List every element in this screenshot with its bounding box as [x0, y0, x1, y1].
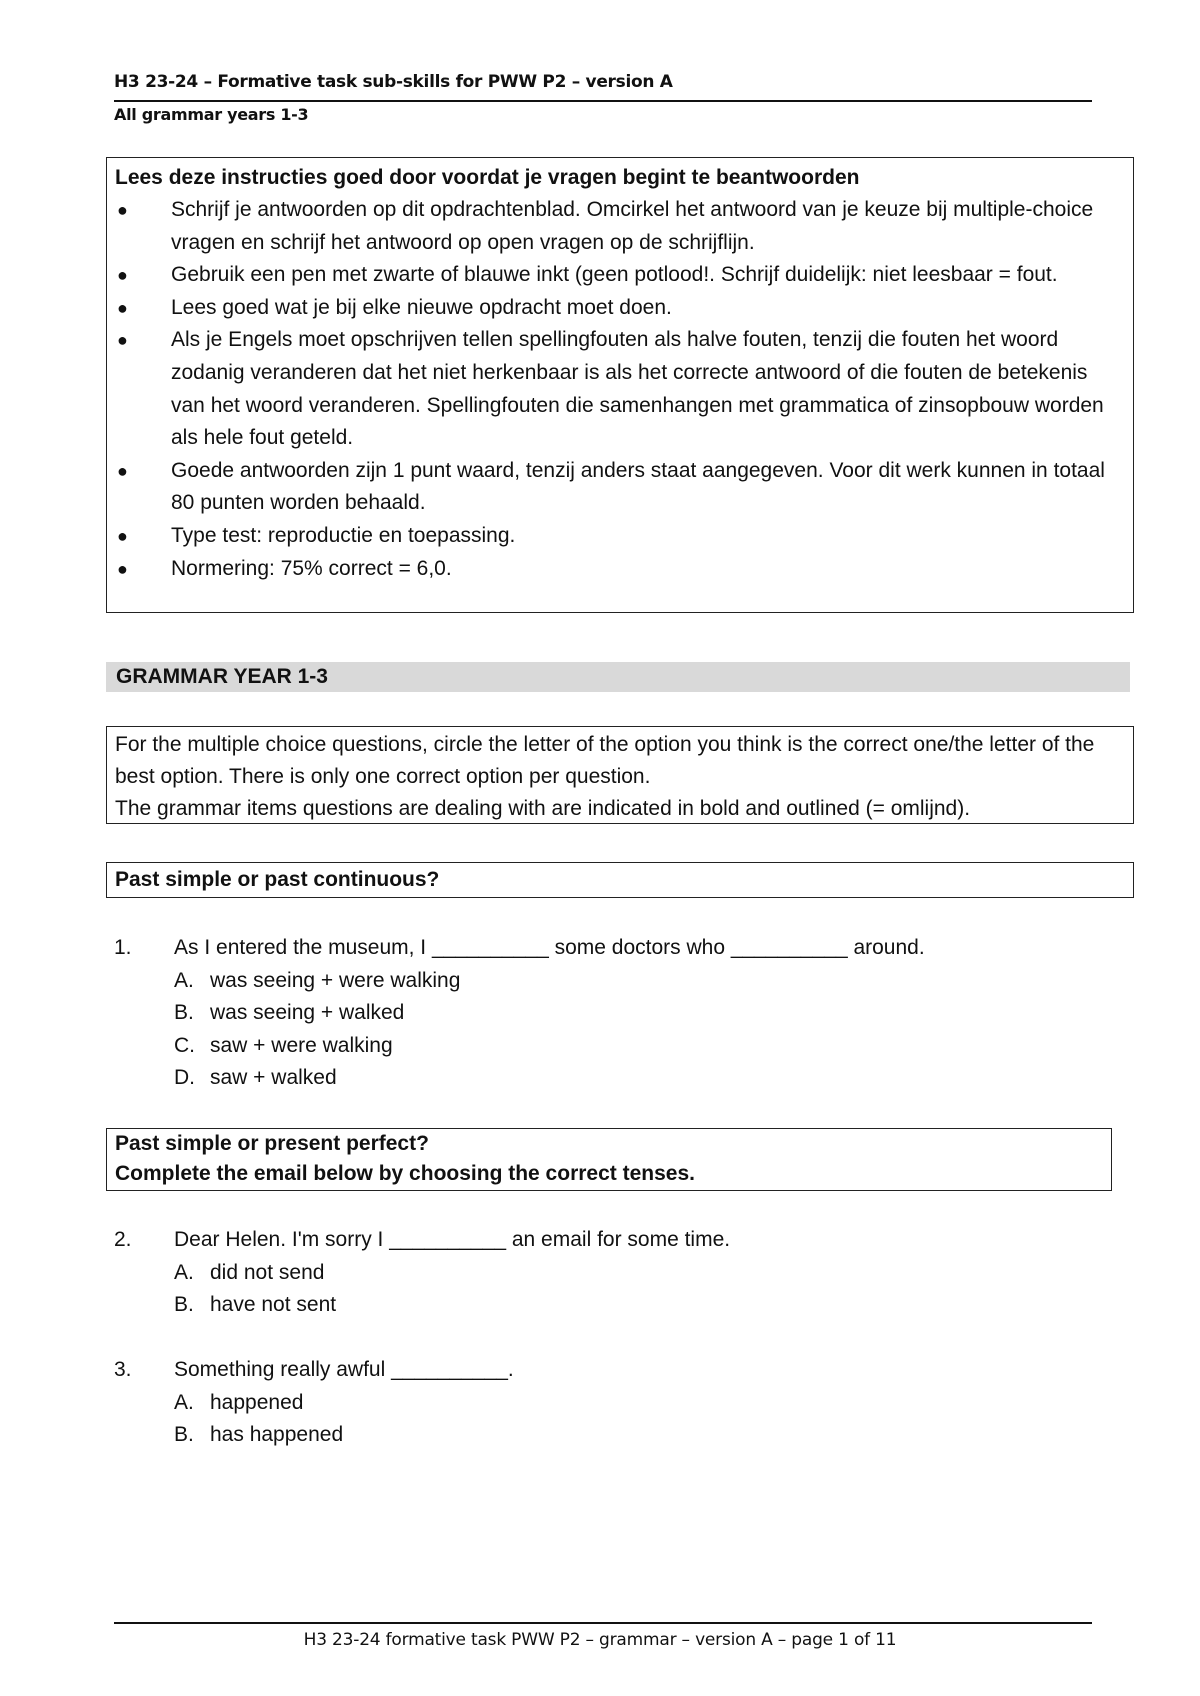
bullet-icon: ● [117, 297, 128, 318]
answer-option-a[interactable]: A. happened [174, 1390, 304, 1414]
question-text: Something really awful __________. [174, 1358, 514, 1381]
question-3 [114, 1354, 1114, 1452]
instruction-item: ● Gebruik een pen met zwarte of blauwe inkt (geen potlood!. Schrijf duidelijk: niet leesbaar = fout. [115, 259, 1125, 292]
answer-option-b[interactable]: B. has happened [174, 1423, 344, 1446]
document-header-subtitle: All grammar years 1-3 [114, 105, 309, 124]
instruction-item: ● Normering: 75% correct = 6,0. [115, 553, 1125, 586]
instruction-item: ● Schrijf je antwoorden op dit opdrachtenblad. Omcirkel het antwoord van je keuze bij multiple-choice vragen en schrijf het antwoord op open vragen op de schrijflijn. [115, 194, 1125, 259]
bullet-icon: ● [117, 330, 128, 351]
topic-title: Past simple or present perfect? [115, 1132, 429, 1155]
answer-options [174, 1257, 1114, 1322]
answer-option-a[interactable]: A. was seeing + were walking [174, 968, 461, 992]
question-text: Dear Helen. I'm sorry I __________ an email for some time. [174, 1228, 731, 1251]
bullet-icon: ● [117, 525, 128, 546]
topic-title: Past simple or past continuous? [115, 868, 440, 891]
mc-instruction-text: For the multiple choice questions, circle the letter of the option you think is the correct one/the letter of the best option. There is only one correct option per question. [115, 733, 1095, 788]
footer-divider [114, 1622, 1092, 1624]
bullet-icon: ● [117, 265, 128, 286]
question-number: 1. [114, 936, 132, 959]
answer-options [174, 1387, 1114, 1452]
question-number: 3. [114, 1358, 132, 1381]
answer-options [174, 965, 1114, 1095]
instruction-item: ● Goede antwoorden zijn 1 punt waard, tenzij anders staat aangegeven. Voor dit werk kunnen in totaal 80 punten worden behaald. [115, 455, 1125, 520]
answer-option-a[interactable]: A. did not send [174, 1260, 325, 1284]
instructions-title: Lees deze instructies goed door voordat je vragen begint te beantwoorden [115, 166, 860, 189]
question-text: As I entered the museum, I __________ some doctors who __________ around. [174, 936, 925, 959]
instruction-item: ● Type test: reproductie en toepassing. [115, 520, 1125, 553]
instruction-item: ● Lees goed wat je bij elke nieuwe opdracht moet doen. [115, 292, 1125, 325]
section-heading: GRAMMAR YEAR 1-3 [106, 662, 1130, 692]
answer-option-b[interactable]: B. was seeing + walked [174, 1001, 405, 1024]
topic-instruction: Complete the email below by choosing the correct tenses. [115, 1162, 695, 1185]
answer-option-c[interactable]: C. saw + were walking [174, 1033, 393, 1057]
document-header-title: H3 23-24 – Formative task sub-skills for PWW P2 – version A [114, 72, 673, 92]
multiple-choice-instructions-box [106, 726, 1134, 824]
answer-option-b[interactable]: B. have not sent [174, 1293, 337, 1316]
question-2 [114, 1224, 1114, 1322]
bullet-icon: ● [117, 558, 128, 579]
question-1 [114, 932, 1114, 1095]
topic-box-past-simple-continuous [106, 862, 1134, 898]
bullet-icon: ● [117, 200, 128, 220]
instructions-box [106, 157, 1134, 613]
question-number: 2. [114, 1228, 132, 1251]
topic-box-past-simple-present-perfect [106, 1128, 1112, 1191]
bullet-icon: ● [117, 460, 128, 481]
instructions-list [115, 194, 1125, 585]
header-divider [114, 100, 1092, 102]
instruction-item: ● Als je Engels moet opschrijven tellen spellingfouten als halve fouten, tenzij die fouten het woord zodanig veranderen dat het niet herkenbaar is als het correcte antwoord of die fouten de betekenis van het woord veranderen. Spellingfouten die samenhangen met grammatica of zinsopbouw worden als hele fout geteld. [115, 324, 1125, 454]
page-footer: H3 23-24 formative task PWW P2 – grammar – version A – page 1 of 11 [303, 1630, 897, 1650]
answer-option-d[interactable]: D. saw + walked [174, 1066, 337, 1089]
mc-instruction-text: The grammar items questions are dealing with are indicated in bold and outlined (= omlijnd). [115, 797, 971, 820]
